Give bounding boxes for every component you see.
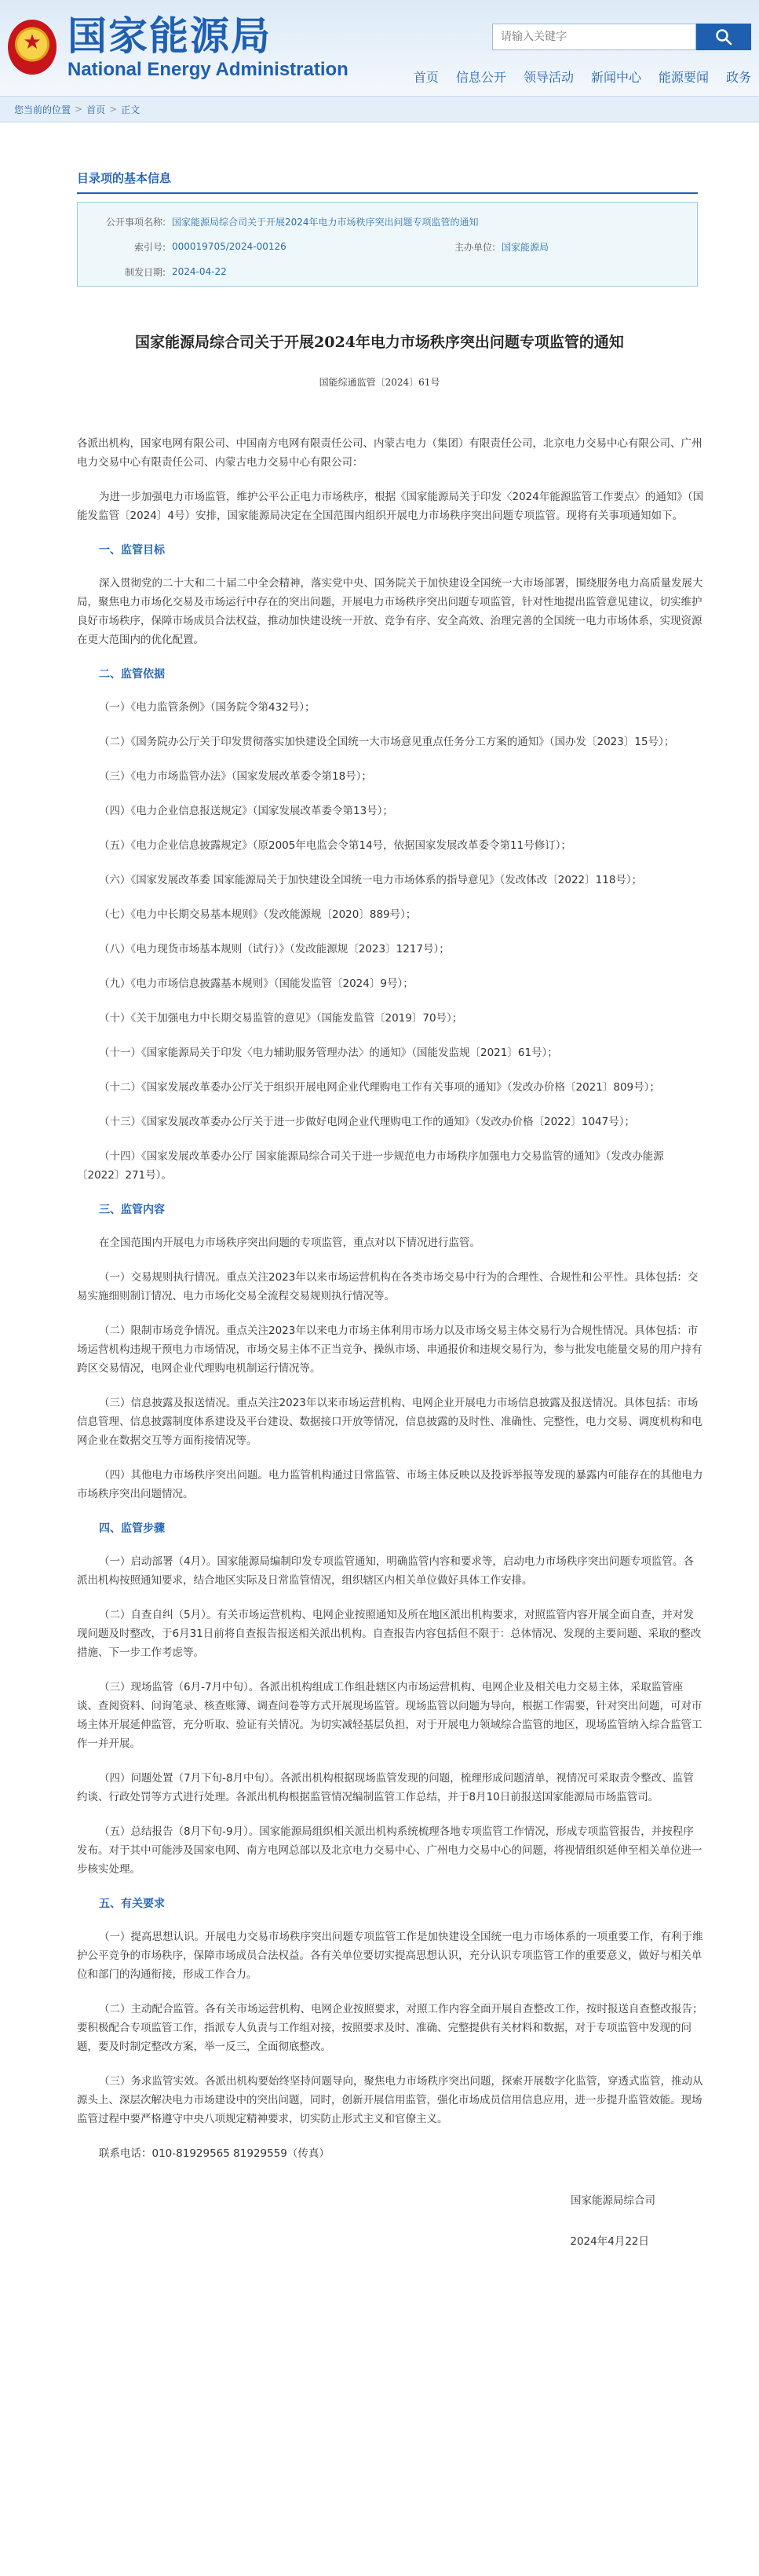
basis-item: （七）《电力中长期交易基本规则》（发改能源规〔2020〕889号）； [99, 908, 417, 921]
nav-energy-news[interactable]: 能源要闻 [658, 70, 709, 85]
breadcrumb-location-label: 您当前的位置 [14, 104, 71, 115]
nav-news-center[interactable]: 新闻中心 [590, 70, 641, 85]
section-heading: 一、监管目标 [99, 544, 165, 557]
search-icon [715, 28, 732, 46]
meta-unit-value: 国家能源局 [502, 241, 549, 253]
paragraph: 在全国范围内开展电力市场秩序突出问题的专项监管，重点对以下情况进行监管。 [99, 1237, 480, 1249]
basis-item: （八）《电力现货市场基本规则（试行）》（发改能源规〔2023〕1217号）； [99, 943, 450, 955]
basis-item: （十一）《国家能源局关于印发〈电力辅助服务管理办法〉的通知》（国能发监规〔2021〕61号）； [99, 1047, 558, 1059]
basis-item: （一）《电力监管条例》（国务院令第432号）； [99, 701, 316, 714]
breadcrumb-current: 正文 [121, 104, 140, 115]
requirement-item: （二）主动配合监管。各有关市场运营机构、电网企业按照要求，对照工作内容全面开展自查整改工作，按时报送自查整改报告；要积极配合专项监管工作，指派专人负责与工作组对接，按照要求及时、准确、完整提供有关材料和数据，对于专项监管中发现的问题，要及时制定整改方案，举一反三，全面彻底整改。 [77, 2003, 703, 2053]
meta-box [77, 202, 698, 287]
search-button[interactable] [696, 24, 751, 50]
nav-leader-activities[interactable]: 领导活动 [523, 70, 574, 85]
document-number: 国能综通监管〔2024〕61号 [319, 377, 440, 388]
site-name-cn: 国家能源局 [68, 13, 272, 59]
basis-item: （十四）《国家发展改革委办公厅 国家能源局综合司关于进一步规范电力市场秩序加强电力交易监管的通知》（发改办能源〔2022〕271号）。 [77, 1150, 664, 1182]
basis-item: （五）《电力企业信息披露规定》（原2005年电监会令第14号，依据国家发展改革委令第11号修订）； [99, 839, 571, 852]
section-heading: 三、监管内容 [99, 1204, 165, 1216]
nav-info-public[interactable]: 信息公开 [455, 70, 506, 85]
meta-name-value: 国家能源局综合司关于开展2024年电力市场秩序突出问题专项监管的通知 [172, 216, 479, 228]
main-nav [396, 68, 751, 86]
breadcrumb-home-link[interactable]: 首页 [86, 104, 106, 115]
sign-date: 2024年4月22日 [570, 2235, 649, 2248]
article-body [77, 434, 704, 2251]
basis-item: （三）《电力市场监管办法》（国家发展改革委令第18号）； [99, 770, 372, 783]
paragraph: 深入贯彻党的二十大和二十届二中全会精神，落实党中央、国务院关于加快建设全国统一大市场部署，围绕服务电力高质量发展大局，聚焦电力市场化交易及市场运行中存在的突出问题，开展电力市场秩序突出问题专项监管，针对性地提出监管意见建议，切实维护良好市场秩序，保障市场成员合法权益，推动加快建设统一开放、竞争有序、安全高效、治理完善的全国统一电力市场体系，实现资源在更大范围内的优化配置。 [77, 577, 703, 646]
basis-item: （九）《电力市场信息披露基本规则》（国能发监管〔2024〕9号）； [99, 977, 414, 990]
basis-item: （十二）《国家发展改革委办公厅关于组织开展电网企业代理购电工作有关事项的通知》（发改办价格〔2021〕809号）； [99, 1081, 660, 1094]
site-name-en: National Energy Administration [68, 59, 348, 80]
step-item: （二）自查自纠（5月）。有关市场运营机构、电网企业按照通知及所在地区派出机构要求，对照监管内容开展全面自查，并对发现问题及时整改，于6月31日前将自查报告报送相关派出机构。自查报告内容包括但不限于：总体情况、发现的主要问题、采取的整改措施、下一步工作考虑等。 [77, 1609, 702, 1659]
requirement-item: （三）务求监管实效。各派出机构要始终坚持问题导向，聚焦电力市场秩序突出问题，探索开展数字化监管，穿透式监管，推动从源头上、深层次解决电力市场建设中的突出问题，同时，创新开展信用监管，强化市场成员信用信息应用，进一步提升监管效能。现场监管过程中要严格遵守中央八项规定精神要求，切实防止形式主义和官僚主义。 [77, 2075, 703, 2125]
breadcrumb-separator: > [75, 104, 83, 115]
step-item: （一）启动部署（4月）。国家能源局编制印发专项监管通知，明确监管内容和要求等，启动电力市场秩序突出问题专项监管。各派出机构按照通知要求，结合地区实际及日常监管情况，组织辖区内相关单位做好具体工作安排。 [77, 1555, 694, 1587]
intro-paragraph: 为进一步加强电力市场监管，维护公平公正电力市场秩序，根据《国家能源局关于印发〈2024年能源监管工作要点〉的通知》（国能发监管〔2024〕4号）安排，国家能源局决定在全国范围内组织开展电力市场秩序突出问题专项监管。现将有关事项通知如下。 [77, 491, 704, 522]
meta-unit-label: 主办单位: [454, 241, 495, 253]
requirement-item: （一）提高思想认识。开展电力交易市场秩序突出问题专项监管工作是加快建设全国统一电力市场体系的一项重要工作，有利于维护公平竞争的市场秩序，保障市场成员合法权益。各有关单位要切实提高思想认识，充分认识专项监管工作的重要意义，做好与相关单位和部门的沟通衔接，形成工作合力。 [77, 1931, 703, 1981]
sign-org: 国家能源局综合司 [571, 2194, 655, 2207]
meta-date-value: 2024-04-22 [172, 266, 227, 277]
national-emblem-icon [8, 20, 57, 75]
nav-government-affairs[interactable]: 政务 [725, 70, 751, 85]
meta-row-index-unit [78, 234, 697, 259]
basis-item: （四）《电力企业信息报送规定》（国家发展改革委令第13号）； [99, 805, 393, 817]
content-item: （一）交易规则执行情况。重点关注2023年以来市场运营机构在各类市场交易中行为的合理性、合规性和公平性。具体包括：交易实施细则制订情况、电力市场化交易全流程交易规则执行情况等。 [77, 1271, 699, 1303]
meta-section [77, 170, 698, 287]
meta-row-date [78, 259, 697, 284]
addressees: 各派出机构，国家电网有限公司、中国南方电网有限责任公司、内蒙古电力（集团）有限责任公司，北京电力交易中心有限公司、广州电力交易中心有限责任公司、内蒙古电力交易中心有限公司： [77, 437, 702, 469]
section-heading: 二、监管依据 [99, 668, 165, 681]
step-item: （四）问题处置（7月下旬-8月中旬）。各派出机构根据现场监管发现的问题，梳理形成问题清单，视情况可采取责令整改、监管约谈、行政处罚等方式进行处理。各派出机构根据监管情况编制监管工作总结，并于8月10日前报送国家能源局市场监管司。 [77, 1772, 694, 1803]
content-item: （三）信息披露及报送情况。重点关注2023年以来市场运营机构、电网企业开展电力市场信息披露及报送情况。具体包括：市场信息管理、信息披露制度体系建设及平台建设、数据接口开放等情况，信息披露的及时性、准确性、完整性，电力交易、调度机构和电网企业在数据交互等方面衔接情况等。 [77, 1397, 702, 1447]
meta-name-label: 公开事项名称: [105, 216, 166, 228]
basis-item: （六）《国家发展改革委 国家能源局关于加快建设全国统一电力市场体系的指导意见》（发改体改〔2022〕118号）； [99, 874, 643, 886]
breadcrumb-separator: > [109, 104, 118, 115]
search-input[interactable] [492, 24, 696, 50]
meta-index-value: 000019705/2024-00126 [172, 241, 286, 252]
basis-item: （十）《关于加强电力中长期交易监管的意见》（国能发监管〔2019〕70号）； [99, 1012, 463, 1025]
meta-row-name [78, 209, 697, 234]
basis-item: （二）《国务院办公厅关于印发贯彻落实加快建设全国统一大市场意见重点任务分工方案的通知》（国办发〔2023〕15号）； [99, 736, 675, 748]
step-item: （五）总结报告（8月下旬-9月）。国家能源局组织相关派出机构系统梳理各地专项监管工作情况，形成专项监管报告，并按程序发布。对于其中可能涉及国家电网、南方电网总部以及北京电力交易中心、广州电力交易中心的问题，将视情组织延伸至相关单位进一步核实处理。 [77, 1825, 702, 1876]
meta-title: 目录项的基本信息 [77, 170, 698, 194]
meta-index-label: 索引号: [133, 241, 166, 253]
nav-home[interactable]: 首页 [413, 70, 439, 85]
site-logo[interactable] [8, 14, 348, 80]
section-heading: 四、监管步骤 [99, 1522, 165, 1535]
search-bar [492, 24, 751, 50]
site-names [68, 14, 348, 80]
contact-phone: 联系电话：010-81929565 81929559（传真） [99, 2147, 330, 2160]
breadcrumb [0, 96, 759, 122]
meta-date-label: 制发日期: [124, 266, 166, 278]
section-heading: 五、有关要求 [99, 1898, 165, 1910]
content-item: （二）限制市场竞争情况。重点关注2023年以来电力市场主体利用市场力以及市场交易主体交易行为合规性情况。具体包括：市场运营机构违规干预电力市场情况，市场交易主体不正当竞争、操纵市场、串通报价和违规交易行为，参与批发电能量交易的用户持有跨区交易情况，电网企业代理购电机制运行情况等。 [77, 1325, 702, 1375]
article-title: 国家能源局综合司关于开展2024年电力市场秩序突出问题专项监管的通知 [135, 334, 624, 351]
basis-item: （十三）《国家发展改革委办公厅关于进一步做好电网企业代理购电工作的通知》（发改办价格〔2022〕1047号）； [99, 1116, 635, 1128]
content-item: （四）其他电力市场秩序突出问题。电力监管机构通过日常监管、市场主体反映以及投诉举报等发现的暴露内可能存在的其他电力市场秩序突出问题情况。 [77, 1469, 703, 1500]
site-header [0, 0, 759, 96]
step-item: （三）现场监管（6月-7月中旬）。各派出机构组成工作组赴辖区内市场运营机构、电网企业及相关电力交易主体，采取监管座谈、查阅资料、问询笔录、核查账簿、调查问卷等方式开展现场监管。现场监管以问题为导向，根据工作需要，针对突出问题，可对市场主体开展延伸监管，充分听取、验证有关情况。为切实减轻基层负担，对于开展电力领域综合监管的地区，现场监管纳入综合监管工作一并开展。 [77, 1681, 702, 1750]
signature-block [77, 2191, 704, 2251]
